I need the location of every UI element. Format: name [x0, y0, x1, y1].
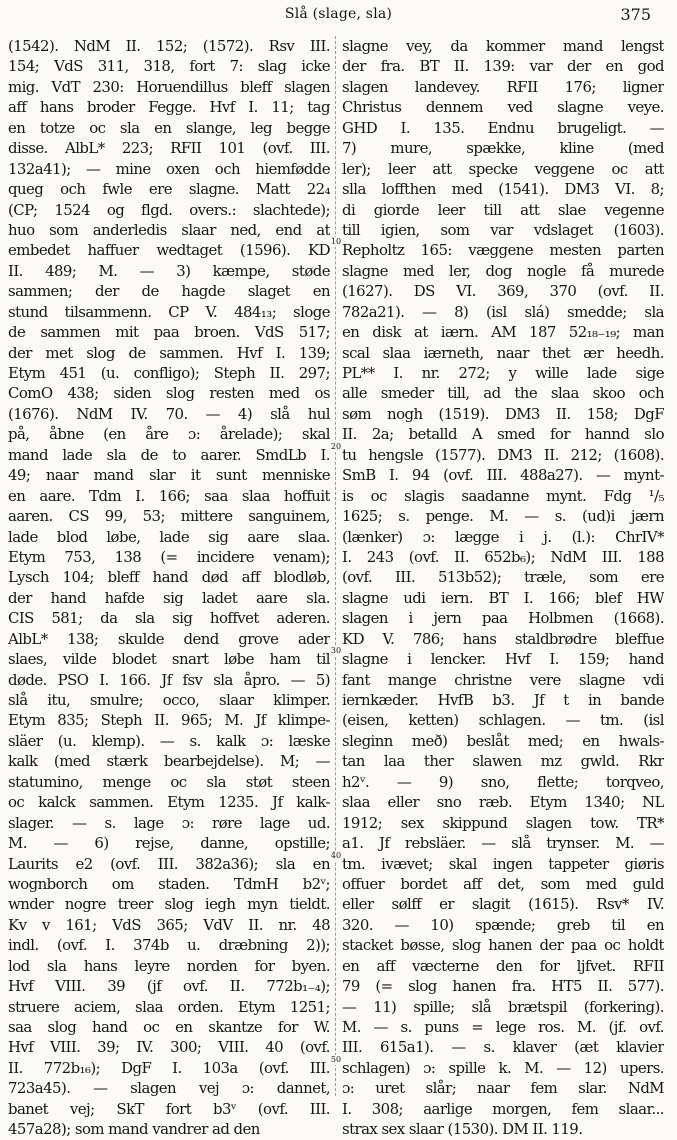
text-line: 132a41); — mine oxen och hiemfødde — [8, 159, 330, 178]
text-line: h2ᵛ. — 9) sno, flette; torqveo, — [342, 772, 664, 791]
text-line: Hvf VIII. 39; IV. 300; VIII. 40 (ovf. — [8, 1038, 330, 1057]
text-line: — 11) spille; slå brætspil (forkering). — [342, 997, 664, 1016]
text-line: slla loffthen med (1541). DM3 VI. 8; — [342, 180, 664, 199]
text-line: tan laa ther slawen mz gwld. Rkr — [342, 752, 664, 771]
text-line: (lænker) ɔ: lægge i j. (l.): ChrIV* — [342, 527, 664, 546]
text-line: eller sølff er slagit (1615). Rsv* IV. — [342, 895, 664, 914]
text-line: Lysch 104; bleff hand død aff blodløb, — [8, 568, 330, 587]
text-line: 782a21). — 8) (isl slá) smedde; sla — [342, 302, 664, 321]
text-line: iernkæder. HvfB b3. Jf t in bande — [342, 691, 664, 709]
text-line: 1625; s. penge. M. — s. (ud)i jærn — [342, 507, 664, 526]
line-number-marker: 20 — [330, 442, 342, 451]
text-line: Etym 753, 138 (= incidere venam); — [8, 547, 330, 566]
text-line: till igien, som var vdslaget (1603). — [342, 220, 664, 239]
text-line: M. — s. puns = lege ros. M. (jf. ovf. — [342, 1018, 664, 1036]
text-line: schlagen) ɔ: spille k. M. — 12) upers. — [342, 1058, 664, 1077]
text-line: släer (u. klemp). — s. kalk ɔ: læske — [8, 731, 330, 750]
text-line: (1542). NdM II. 152; (1572). Rsv III. — [8, 37, 330, 55]
text-line: queg och fwle ere slagne. Matt 22₄ — [8, 180, 330, 199]
text-line: kalk (med stærk bearbejdelse). M; — — [8, 752, 330, 771]
text-line: offuer bordet aff det, som med guld — [342, 874, 664, 893]
text-line: oc kalck sammen. Etym 1235. Jf kalk- — [8, 793, 330, 812]
text-line: SmB I. 94 (ovf. III. 488a27). — mynt- — [342, 466, 664, 485]
text-line: embedet haffuer wedtaget (1596). KD — [8, 241, 330, 260]
text-line: ɔ: uret slår; naar fem slar. NdM — [342, 1079, 664, 1098]
text-line: 723a45). — slagen vej ɔ: dannet, — [8, 1079, 330, 1098]
text-line: KD V. 786; hans staldbrødre bleffue — [342, 629, 664, 648]
text-line: slagne vey, da kommer mand lengst — [342, 37, 664, 55]
text-line: alle smeder till, ad the slaa skoo och — [342, 384, 664, 403]
text-line: is oc slagis saadanne mynt. Fdg ¹/₅ — [342, 486, 664, 505]
text-line: tu hengsle (1577). DM3 II. 212; (1608). — [342, 445, 664, 464]
text-line: strax sex slaar (1530). DM II. 119. — [342, 1120, 583, 1139]
text-line: døde. PSO I. 166. Jf fsv sla åpro. — 5) — [8, 670, 330, 689]
text-line: (eisen, ketten) schlagen. — tm. (isl — [342, 711, 664, 730]
text-line: slagen i jern paa Holbmen (1668). — [342, 609, 664, 628]
text-line: slagen landevey. RFII 176; ligner — [342, 77, 664, 96]
text-line: Christus dennem ved slagne veye. — [342, 98, 664, 117]
column-gutter — [330, 36, 342, 1096]
text-line: ler); leer att specke veggene oc att — [342, 159, 664, 178]
text-line: disse. AlbL* 223; RFII 101 (ovf. III. — [8, 139, 330, 158]
text-line: I. 243 (ovf. II. 652b₆); NdM III. 188 — [342, 547, 664, 566]
text-line: slager. — s. lage ɔ: røre lage ud. — [8, 813, 330, 832]
text-line: wognborch om staden. TdmH b2ᵛ; — [8, 874, 330, 893]
text-line: slagne udi iern. BT I. 166; blef HW — [342, 588, 664, 607]
text-line: Kv v 161; VdS 365; VdV II. nr. 48 — [8, 915, 330, 934]
text-line: mand lade sla de to aarer. SmdLb I. — [8, 445, 330, 464]
text-line: der fra. BT II. 139: var der en god — [342, 57, 664, 76]
text-line: mig. VdT 230: Horuendillus bleff slagen — [8, 77, 330, 96]
text-line: sammen; der de hagde slaget en — [8, 282, 330, 301]
text-line: 49; naar mand slar it sunt menniske — [8, 466, 330, 485]
text-line: GHD I. 135. Endnu brugeligt. — — [342, 118, 664, 137]
text-line: II. 772b₁₆); DgF I. 103a (ovf. III. — [8, 1058, 330, 1077]
right-column — [342, 36, 664, 1140]
text-line: på, åbne (en åre ɔ: årelade); skal — [8, 425, 330, 444]
text-line: indl. (ovf. I. 374b u. dræbning 2)); — [8, 936, 330, 955]
text-line: Etym 451 (u. confligo); Steph II. 297; — [8, 364, 330, 382]
text-line: a1. Jf rebsläer. — slå trynser. M. — — [342, 834, 664, 853]
text-line: III. 615a1). — s. klaver (æt klavier — [342, 1038, 664, 1057]
text-line: søm nogh (1519). DM3 II. 158; DgF — [342, 404, 664, 423]
text-line: M. — 6) rejse, danne, opstille; — [8, 834, 330, 853]
text-line: statumino, menge oc sla støt steen — [8, 772, 330, 791]
text-line: PL** I. nr. 272; y wille lade sige — [342, 364, 664, 382]
text-line: II. 2a; betalld A smed for hannd slo — [342, 425, 664, 444]
page-number: 375 — [620, 5, 651, 24]
text-line: huo som anderledis slaar ned, end at — [8, 220, 330, 239]
text-line: stacket bøsse, slog hanen der paa oc holdt — [342, 936, 664, 955]
text-line: banet vej; SkT fort b3ᵛ (ovf. III. — [8, 1099, 330, 1118]
text-line: 79 (= slog hanen fra. HT5 II. 577). — [342, 977, 664, 996]
text-line: saa slog hand oc en skantze for W. — [8, 1018, 330, 1036]
text-line: der met slog de sammen. Hvf I. 139; — [8, 343, 330, 362]
text-line: Repholtz 165: væggene mesten parten — [342, 241, 664, 260]
column-divider — [335, 36, 336, 1096]
text-line: stund tilsammenn. CP V. 484₁₃; sloge — [8, 302, 330, 321]
text-line: 1912; sex skippund slagen tow. TR* — [342, 813, 664, 832]
text-line: de sammen mit paa broen. VdS 517; — [8, 323, 330, 342]
page-header — [0, 4, 677, 28]
text-line: slaes, vilde blodet snart løbe ham til — [8, 650, 330, 669]
text-line: slagne i lencker. Hvf I. 159; hand — [342, 650, 664, 669]
text-line: II. 489; M. — 3) kæmpe, støde — [8, 261, 330, 280]
text-line: aff hans broder Fegge. Hvf I. 11; tag — [8, 98, 330, 117]
line-number-marker: 10 — [330, 237, 342, 246]
text-line: Etym 835; Steph II. 965; M. Jf klimpe- — [8, 711, 330, 730]
line-number-marker: 40 — [330, 851, 342, 860]
text-line: Laurits e2 (ovf. III. 382a36); sla en — [8, 854, 330, 873]
text-line: 320. — 10) spænde; greb til en — [342, 915, 664, 934]
text-line: en aare. Tdm I. 166; saa slaa hoffuit — [8, 486, 330, 505]
left-column — [8, 36, 330, 1140]
text-line: en aff væcterne den for ljfvet. RFII — [342, 956, 664, 975]
text-line: (ovf. III. 513b52); træle, som ere — [342, 568, 664, 587]
text-line: ComO 438; siden slog resten med os — [8, 384, 330, 403]
text-line: (1676). NdM IV. 70. — 4) slå hul — [8, 404, 330, 423]
text-line: 457a28); som mand vandrer ad den — [8, 1120, 260, 1139]
text-line: I. 308; aarlige morgen, fem slaar... — [342, 1099, 664, 1118]
text-line: slå itu, smulre; occo, slaar klimper. — [8, 691, 330, 709]
text-line: en disk at iærn. AM 187 52₁₈₋₁₉; man — [342, 323, 664, 342]
text-line: fant mange christne vere slagne vdi — [342, 670, 664, 689]
text-line: lade blod løbe, lade sig aare slaa. — [8, 527, 330, 546]
text-line: wnder nogre treer slog iegh myn tieldt. — [8, 895, 330, 914]
text-line: slagne med ler, dog nogle få murede — [342, 261, 664, 280]
text-line: struere aciem, slaa orden. Etym 1251; — [8, 997, 330, 1016]
running-head: Slå (slage, sla) — [284, 6, 393, 22]
line-number-marker: 30 — [330, 646, 342, 655]
text-line: scal slaa iærneth, naar thet ær heedh. — [342, 343, 664, 362]
text-line: (1627). DS VI. 369, 370 (ovf. II. — [342, 282, 664, 301]
text-line: Hvf VIII. 39 (jf ovf. II. 772b₁₋₄); — [8, 977, 330, 996]
text-line: sleginn með) beslåt med; en hwals- — [342, 731, 664, 750]
text-line: (CP; 1524 og flgd. overs.: slachtede); — [8, 200, 330, 219]
text-line: AlbL* 138; skulde dend grove ader — [8, 629, 330, 648]
text-line: CIS 581; da sla sig hoffvet aderen. — [8, 609, 330, 628]
text-line: di giorde leer till att slae vegenne — [342, 200, 664, 219]
line-number-marker: 50 — [330, 1055, 342, 1064]
text-line: aaren. CS 99, 53; mittere sanguinem, — [8, 507, 330, 526]
text-line: 154; VdS 311, 318, fort 7: slag icke — [8, 57, 330, 76]
text-line: lod sla hans leyre norden for byen. — [8, 956, 330, 975]
text-line: 7) mure, spække, kline (med — [342, 139, 664, 158]
text-line: slaa eller sno ræb. Etym 1340; NL — [342, 793, 664, 812]
text-line: tm. ivævet; skal ingen tappeter giøris — [342, 854, 664, 873]
text-line: en totze oc sla en slange, leg begge — [8, 118, 330, 137]
text-line: der hand hafde sig ladet aare sla. — [8, 588, 330, 607]
